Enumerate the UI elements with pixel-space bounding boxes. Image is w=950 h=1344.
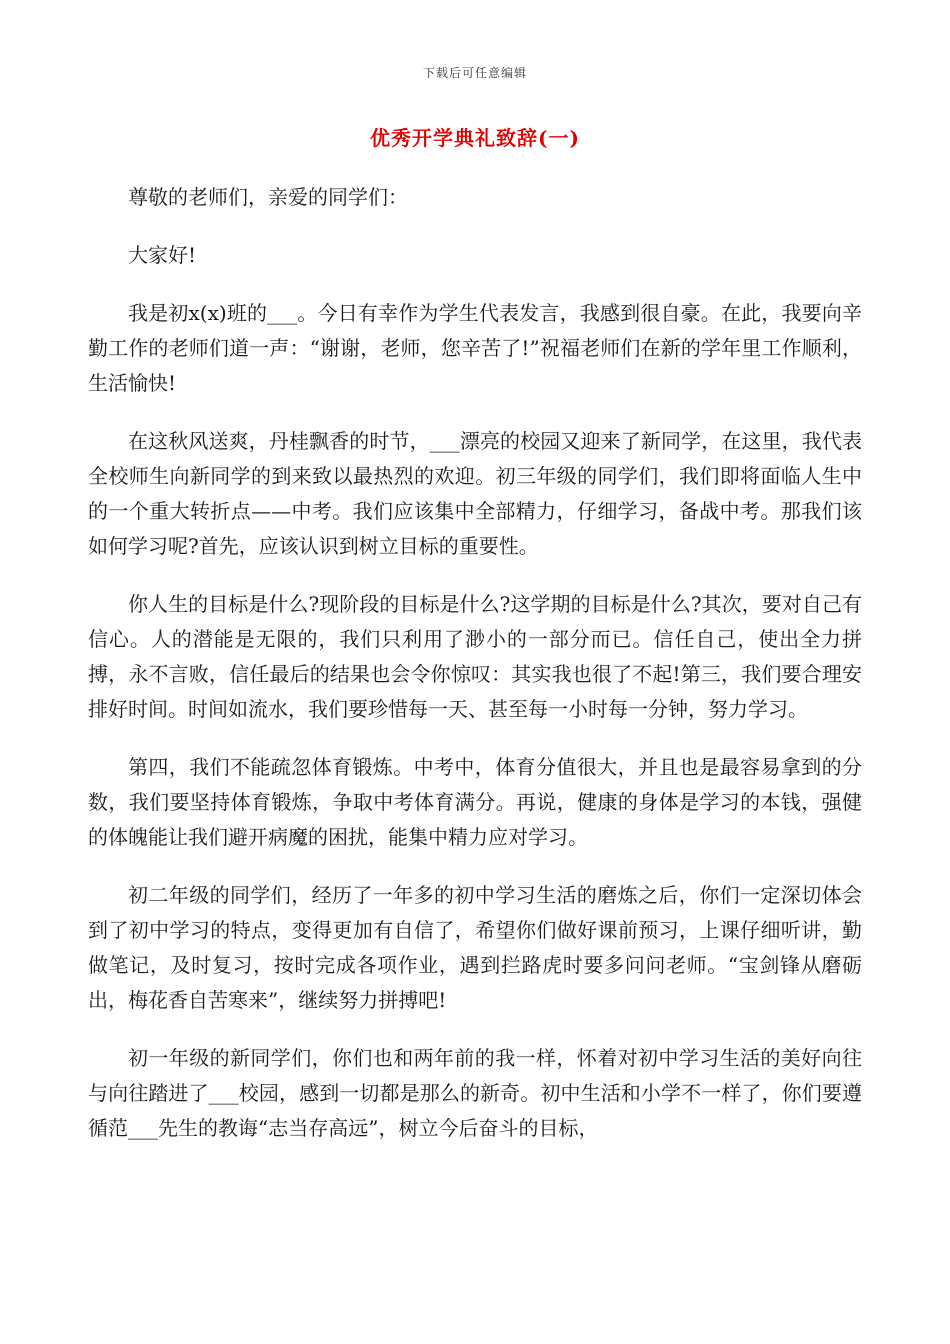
paragraph-grade-one: 初一年级的新同学们，你们也和两年前的我一样，怀着对初中学习生活的美好向往与向往踏进了___校园，感到一切都是那么的新奇。初中生活和小学不一样了，你们要遵循范___先生的教诲“志当存高远”，树立今后奋斗的目标， <box>88 1046 862 1140</box>
document-title: 优秀开学典礼致辞(一) <box>370 126 580 150</box>
paragraph-introduction: 我是初x(x)班的___。今日有幸作为学生代表发言，我感到很自豪。在此，我要向辛勤工作的老师们道一声：“谢谢，老师，您辛苦了!”祝福老师们在新的学年里工作顺利，生活愉快! <box>88 301 862 395</box>
paragraph-welcome: 在这秋风送爽，丹桂飘香的时节，___漂亮的校园又迎来了新同学，在这里，我代表全校师生向新同学的到来致以最热烈的欢迎。初三年级的同学们，我们即将面临人生中的一个重大转折点——中考。我们应该集中全部精力，仔细学习，备战中考。那我们该如何学习呢?首先，应该认识到树立目标的重要性。 <box>88 429 862 558</box>
paragraph-greeting: 尊敬的老师们，亲爱的同学们： <box>128 185 408 209</box>
paragraph-hello: 大家好! <box>128 243 197 267</box>
paragraph-goals: 你人生的目标是什么?现阶段的目标是什么?这学期的目标是什么?其次，要对自己有信心。人的潜能是无限的，我们只利用了渺小的一部分而已。信任自己，使出全力拼搏，永不言败，信任最后的结果也会令你惊叹：其实我也很了不起!第三，我们要合理安排好时间。时间如流水，我们要珍惜每一天、甚至每一小时每一分钟，努力学习。 <box>88 592 862 721</box>
document-body <box>88 180 862 1169</box>
paragraph-exercise: 第四，我们不能疏忽体育锻炼。中考中，体育分值很大，并且也是最容易拿到的分数，我们要坚持体育锻炼，争取中考体育满分。再说，健康的身体是学习的本钱，强健的体魄能让我们避开病魔的困扰，能集中精力应对学习。 <box>88 755 862 849</box>
header-note: 下载后可任意编辑 <box>422 66 527 80</box>
paragraph-grade-two: 初二年级的同学们，经历了一年多的初中学习生活的磨炼之后，你们一定深切体会到了初中学习的特点，变得更加有自信了，希望你们做好课前预习，上课仔细听讲，勤做笔记，及时复习，按时完成各项作业，遇到拦路虎时要多问问老师。“宝剑锋从磨砺出，梅花香自苦寒来”，继续努力拼搏吧! <box>88 883 862 1012</box>
